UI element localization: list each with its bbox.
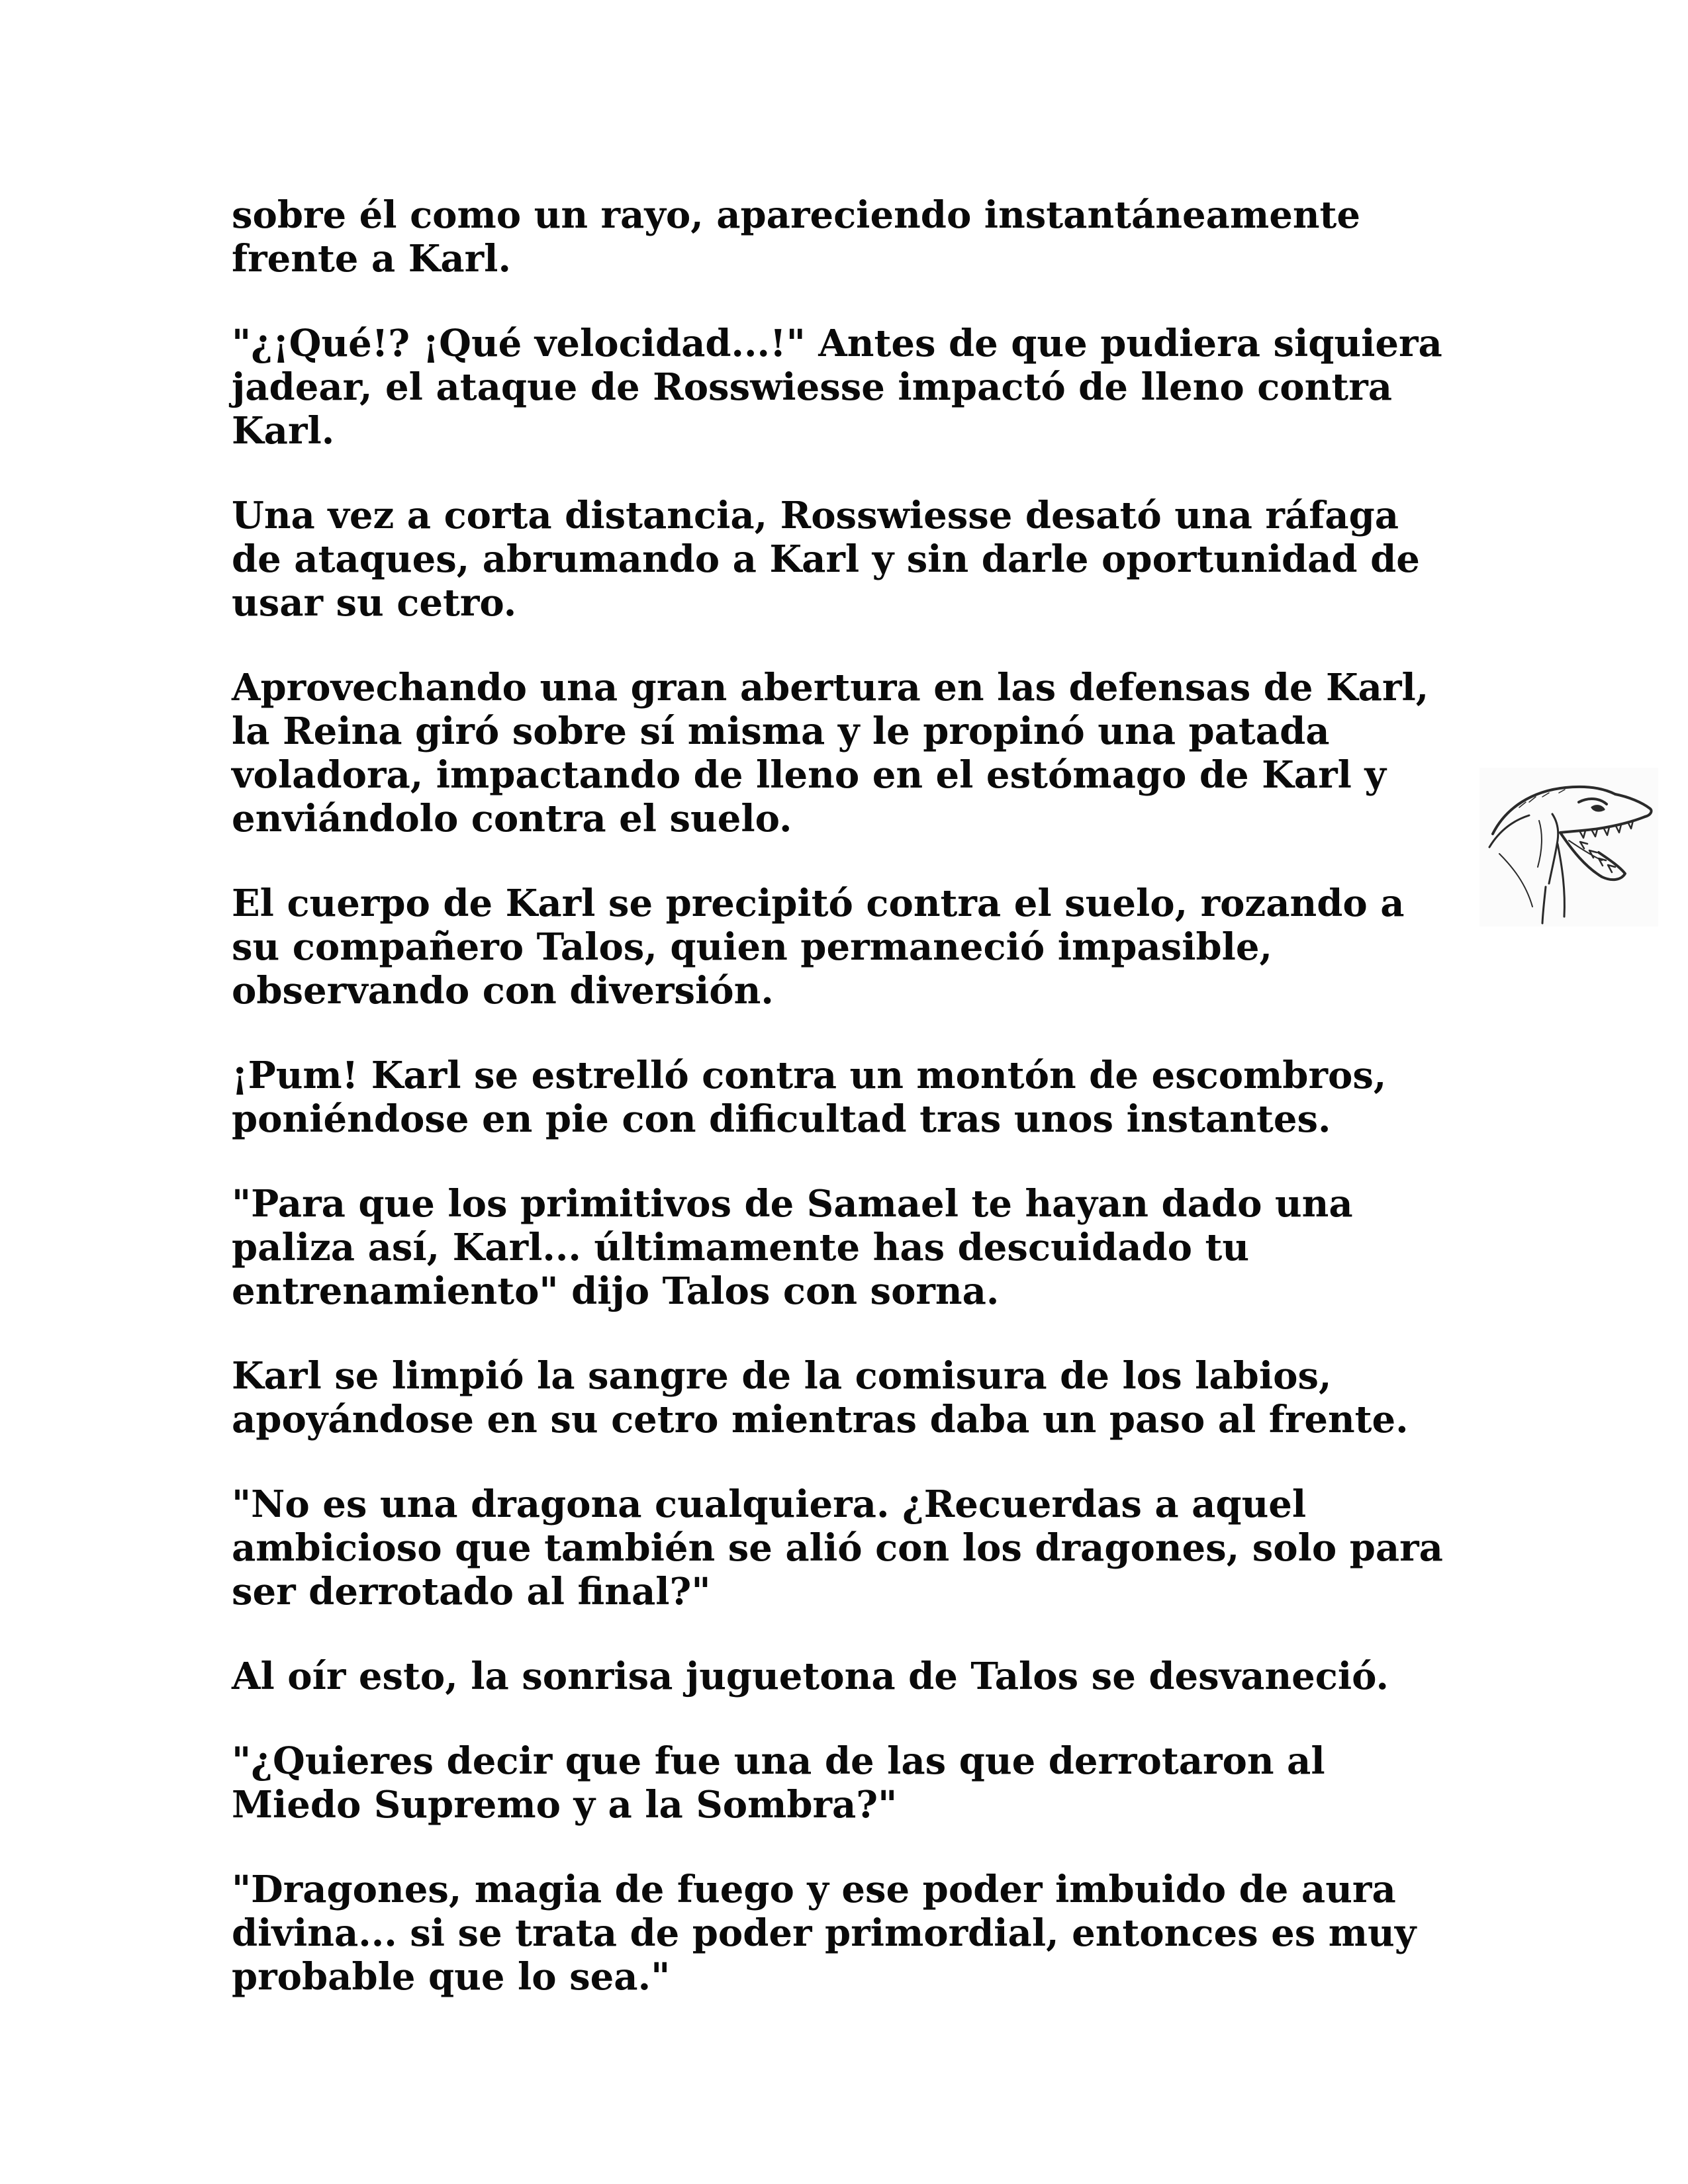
paragraph: "No es una dragona cualquiera. ¿Recuerdas a aquel ambicioso que también se alió con los dragones, solo para ser derrotado al final?" <box>232 1482 1443 1614</box>
paragraph: Al oír esto, la sonrisa juguetona de Talos se desvaneció. <box>232 1655 1389 1698</box>
page-body <box>232 193 1450 2040</box>
paragraph: Karl se limpió la sangre de la comisura de los labios, apoyándose en su cetro mientras daba un paso al frente. <box>232 1354 1409 1441</box>
paragraph: Una vez a corta distancia, Rosswiesse desató una ráfaga de ataques, abrumando a Karl y sin darle oportunidad de usar su cetro. <box>232 494 1420 625</box>
paragraph: "¿Quieres decir que fue una de las que derrotaron al Miedo Supremo y a la Sombra?" <box>232 1739 1325 1827</box>
dinosaur-head-sketch-icon <box>1479 768 1658 927</box>
paragraph: ¡Pum! Karl se estrelló contra un montón de escombros, poniéndose en pie con dificultad tras unos instantes. <box>232 1054 1387 1141</box>
paragraph: sobre él como un rayo, apareciendo instantáneamente frente a Karl. <box>232 193 1361 281</box>
paragraph: Aprovechando una gran abertura en las defensas de Karl, la Reina giró sobre sí misma y le propinó una patada voladora, impactando de lleno en el estómago de Karl y enviándolo contra el suelo. <box>232 666 1429 841</box>
paragraph: El cuerpo de Karl se precipitó contra el suelo, rozando a su compañero Talos, quien permaneció impasible, observando con diversión. <box>232 882 1405 1013</box>
paragraph: "Para que los primitivos de Samael te hayan dado una paliza así, Karl... últimamente has descuidado tu entrenamiento" dijo Talos con sorna. <box>232 1182 1353 1313</box>
paragraph: "Dragones, magia de fuego y ese poder imbuido de aura divina... si se trata de poder primordial, entonces es muy probable que lo sea." <box>232 1868 1417 1999</box>
paragraph: "¿¡Qué!? ¡Qué velocidad...!" Antes de que pudiera siquiera jadear, el ataque de Rosswiesse impactó de lleno contra Karl. <box>232 322 1442 453</box>
